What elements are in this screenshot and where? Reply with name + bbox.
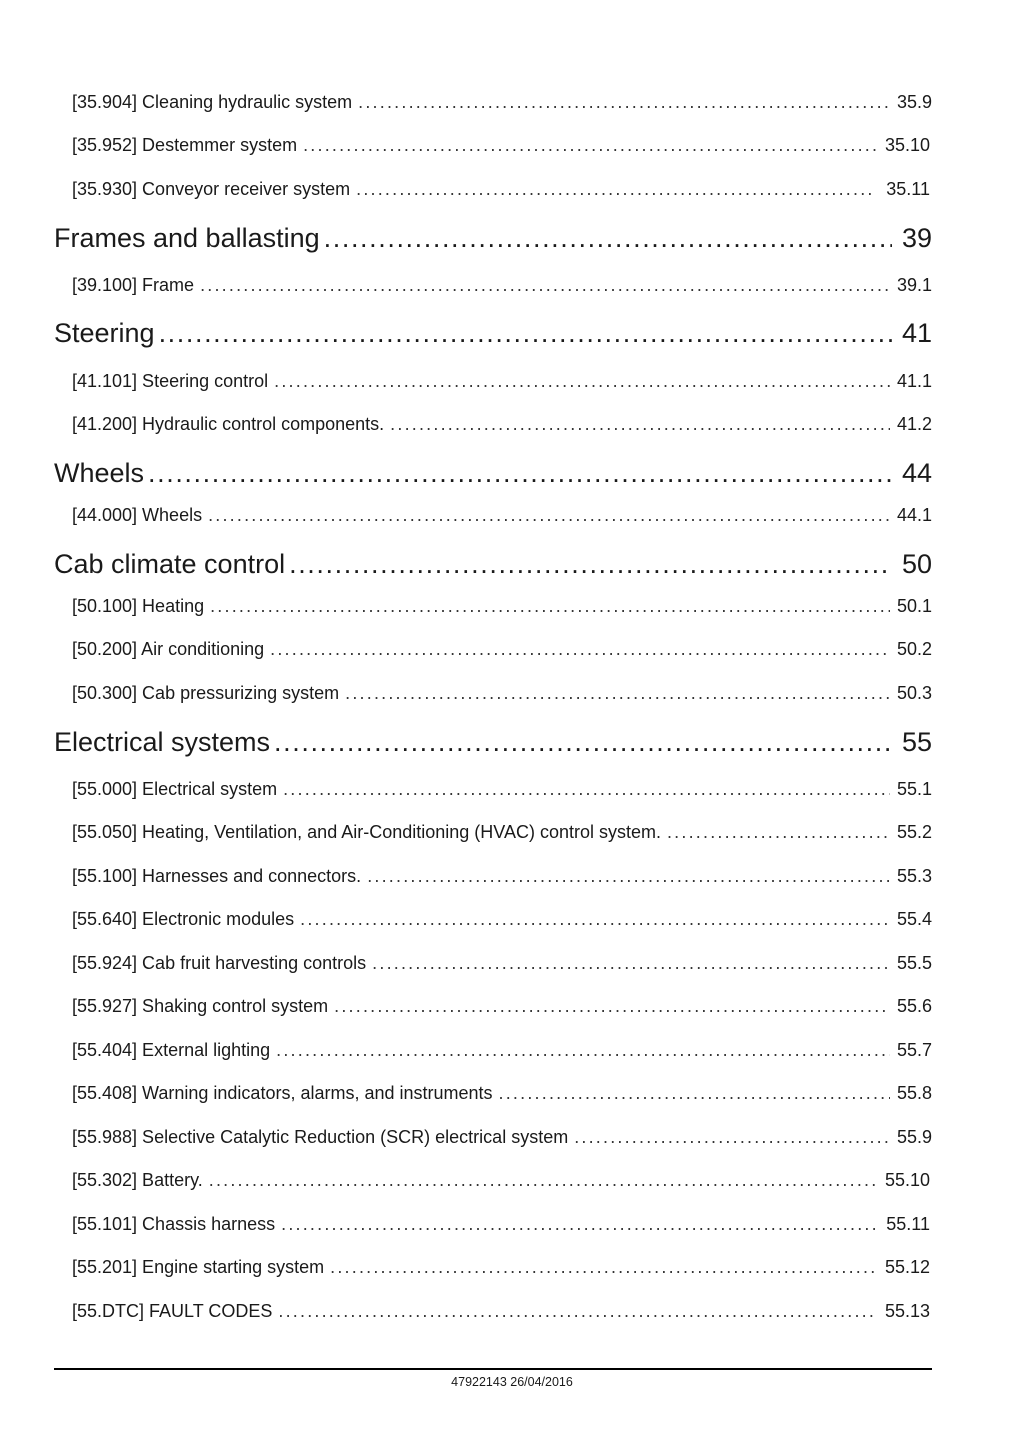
toc-entry[interactable] <box>72 369 932 393</box>
toc-entry-title: [55.927] Shaking control system <box>72 996 329 1016</box>
toc-entry-title: [55.988] Selective Catalytic Reduction (SCR) electrical system <box>72 1127 569 1147</box>
toc-entry[interactable] <box>72 994 932 1018</box>
toc-entry-title: [35.904] Cleaning hydraulic system <box>72 92 353 112</box>
dot-leader <box>276 1038 890 1062</box>
toc-entry[interactable] <box>72 1168 930 1192</box>
dot-leader <box>330 1255 876 1279</box>
toc-entry-page: 55.6 <box>896 996 932 1016</box>
toc-section-title: Wheels <box>54 458 145 488</box>
dot-leader <box>159 316 892 350</box>
toc-entry[interactable] <box>72 133 930 157</box>
dot-leader <box>372 951 890 975</box>
toc-entry-title: [55.101] Chassis harness <box>72 1214 276 1234</box>
toc-entry-page: 50.1 <box>896 596 932 616</box>
dot-leader <box>574 1125 890 1149</box>
dot-leader <box>210 594 890 618</box>
toc-section[interactable] <box>54 316 932 350</box>
toc-entry-title: [44.000] Wheels <box>72 505 203 525</box>
dot-leader <box>200 273 890 297</box>
toc-entry-title: [55.100] Harnesses and connectors. <box>72 866 362 886</box>
toc-entry-title: [55.302] Battery. <box>72 1170 203 1190</box>
dot-leader <box>289 547 892 581</box>
toc-entry[interactable] <box>72 594 932 618</box>
toc-entry-title: [55.924] Cab fruit harvesting controls <box>72 953 367 973</box>
dot-leader <box>274 725 892 759</box>
toc-entry-page: 55.4 <box>896 909 932 929</box>
toc-entry[interactable] <box>72 1038 932 1062</box>
dot-leader <box>274 369 890 393</box>
toc-entry-page: 50.3 <box>896 683 932 703</box>
toc-entry[interactable] <box>72 820 932 844</box>
toc-entry-title: [50.300] Cab pressurizing system <box>72 683 340 703</box>
toc-section-title: Cab climate control <box>54 549 286 579</box>
dot-leader <box>499 1081 890 1105</box>
toc-entry[interactable] <box>72 412 932 436</box>
toc-entry[interactable] <box>72 951 932 975</box>
toc-entry-page: 55.13 <box>884 1301 930 1321</box>
dot-leader <box>334 994 890 1018</box>
dot-leader <box>300 907 890 931</box>
toc-section[interactable] <box>54 725 932 759</box>
dot-leader <box>208 503 890 527</box>
toc-section[interactable] <box>54 547 932 581</box>
toc-entry-page: 44.1 <box>896 505 932 525</box>
dot-leader <box>281 1212 876 1236</box>
dot-leader <box>367 864 890 888</box>
toc-section[interactable] <box>54 221 932 255</box>
toc-section-page: 39 <box>901 223 932 253</box>
toc-entry[interactable] <box>72 273 932 297</box>
toc-entry[interactable] <box>72 637 932 661</box>
toc-entry-title: [41.101] Steering control <box>72 371 269 391</box>
toc-entry-title: [41.200] Hydraulic control components. <box>72 414 385 434</box>
toc-entry-page: 41.1 <box>896 371 932 391</box>
toc-section-page: 44 <box>901 458 932 488</box>
toc-entry-title: [50.200] Air conditioning <box>72 639 265 659</box>
toc-entry-page: 55.2 <box>896 822 932 842</box>
dot-leader <box>209 1168 876 1192</box>
toc-entry-title: [55.050] Heating, Ventilation, and Air-Conditioning (HVAC) control system. <box>72 822 661 842</box>
toc-entry[interactable] <box>72 177 930 201</box>
toc-entry[interactable] <box>72 503 932 527</box>
toc-section-page: 41 <box>901 318 932 348</box>
toc-entry-title: [55.640] Electronic modules <box>72 909 295 929</box>
toc-entry[interactable] <box>72 907 932 931</box>
dot-leader <box>148 456 892 490</box>
footer-divider <box>54 1368 932 1370</box>
toc-entry-page: 55.1 <box>896 779 932 799</box>
toc-entry-title: [55.404] External lighting <box>72 1040 271 1060</box>
toc-entry-title: [55.201] Engine starting system <box>72 1257 325 1277</box>
dot-leader <box>358 90 890 114</box>
toc-entry-title: [55.DTC] FAULT CODES <box>72 1301 273 1321</box>
toc-entry-page: 55.5 <box>896 953 932 973</box>
toc-entry-title: [39.100] Frame <box>72 275 195 295</box>
dot-leader <box>270 637 890 661</box>
dot-leader <box>303 133 876 157</box>
toc-entry[interactable] <box>72 1299 930 1323</box>
dot-leader <box>390 412 890 436</box>
toc-entry-page: 39.1 <box>896 275 932 295</box>
toc-entry-page: 55.3 <box>896 866 932 886</box>
toc-section-title: Frames and ballasting <box>54 223 320 253</box>
dot-leader <box>278 1299 876 1323</box>
toc-entry-title: [55.408] Warning indicators, alarms, and instruments <box>72 1083 493 1103</box>
toc-entry-page: 35.11 <box>886 179 930 199</box>
toc-section-title: Electrical systems <box>54 727 271 757</box>
toc-section-page: 50 <box>901 549 932 579</box>
toc-entry-page: 55.8 <box>896 1083 932 1103</box>
toc-entry-page: 55.12 <box>884 1257 930 1277</box>
toc-entry-page: 50.2 <box>896 639 932 659</box>
toc-entry[interactable] <box>72 1081 932 1105</box>
dot-leader <box>356 177 876 201</box>
toc-entry-page: 35.9 <box>896 92 932 112</box>
dot-leader <box>324 221 892 255</box>
toc-entry[interactable] <box>72 777 932 801</box>
toc-entry-page: 35.10 <box>884 135 930 155</box>
toc-entry[interactable] <box>72 90 932 114</box>
dot-leader <box>345 681 890 705</box>
footer-document-id: 47922143 26/04/2016 <box>451 1375 573 1389</box>
toc-entry[interactable] <box>72 864 932 888</box>
toc-entry-page: 55.9 <box>896 1127 932 1147</box>
toc-entry-title: [55.000] Electrical system <box>72 779 278 799</box>
toc-entry-page: 55.11 <box>886 1214 930 1234</box>
dot-leader <box>667 820 890 844</box>
toc-entry-page: 55.10 <box>884 1170 930 1190</box>
toc-entry[interactable] <box>72 1125 932 1149</box>
dot-leader <box>283 777 890 801</box>
toc-entry-title: [50.100] Heating <box>72 596 205 616</box>
toc-entry-page: 41.2 <box>896 414 932 434</box>
toc-section[interactable] <box>54 456 932 490</box>
toc-entry[interactable] <box>72 681 932 705</box>
toc-entry-page: 55.7 <box>896 1040 932 1060</box>
toc-entry-title: [35.930] Conveyor receiver system <box>72 179 351 199</box>
toc-entry[interactable] <box>72 1212 930 1236</box>
toc-section-page: 55 <box>901 727 932 757</box>
toc-entry-title: [35.952] Destemmer system <box>72 135 298 155</box>
toc-entry[interactable] <box>72 1255 930 1279</box>
toc-section-title: Steering <box>54 318 155 348</box>
